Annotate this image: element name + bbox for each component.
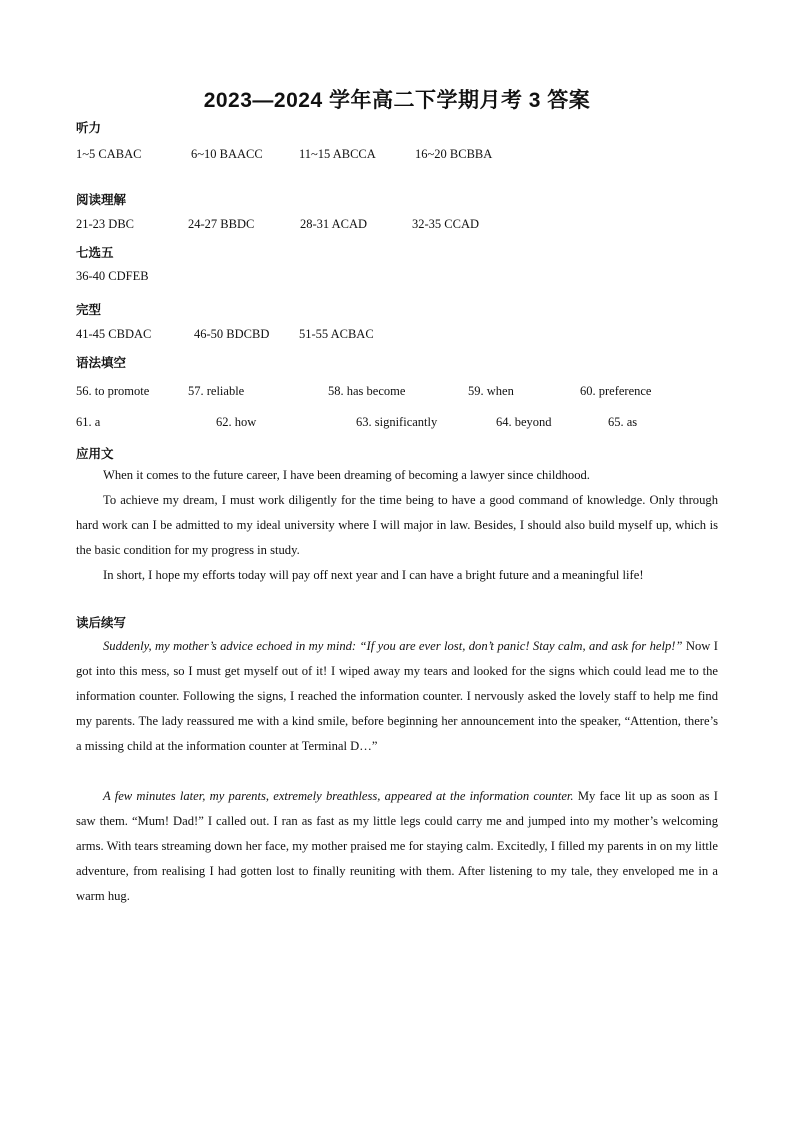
essay-paragraph: To achieve my dream, I must work diligently for the time being to have a good command of knowledge. Only through hard work can I be admitted to my ideal university where I will major in law. Besides, I should also build myself up, which is the basic condition for my progress in study.: [76, 493, 718, 557]
answer-item: 59. when: [468, 384, 514, 398]
answer-item: 16~20 BCBBA: [415, 147, 493, 161]
answer-item: 32-35 CCAD: [412, 217, 480, 231]
practical-writing-heading: 应用文: [76, 446, 114, 461]
answer-item: 28-31 ACAD: [300, 217, 368, 231]
answer-item: 60. preference: [580, 384, 652, 398]
cloze-heading: 完型: [76, 302, 102, 317]
continuation-writing-heading: 读后续写: [76, 615, 127, 630]
answer-item: 64. beyond: [496, 415, 552, 429]
given-opening-sentence: Suddenly, my mother’s advice echoed in my mind: “If you are ever lost, don’t panic! Stay calm, and ask for help!”: [103, 639, 683, 653]
grammar-answers-row1: [76, 384, 718, 402]
answer-item: 63. significantly: [356, 415, 438, 429]
listening-heading: 听力: [76, 120, 102, 135]
answer-item: 41-45 CBDAC: [76, 327, 152, 341]
reading-heading: 阅读理解: [76, 192, 127, 207]
answer-item: 62. how: [216, 415, 257, 429]
story-paragraph: [76, 784, 718, 909]
answer-item: 61. a: [76, 415, 101, 429]
listening-answers: [76, 147, 718, 165]
answer-item: 6~10 BAACC: [191, 147, 263, 161]
cloze-answers: [76, 327, 718, 345]
answer-item: 46-50 BDCBD: [194, 327, 270, 341]
story-text: Now I got into this mess, so I must get myself out of it! I wiped away my tears and looked for the signs which could lead me to the information counter. Following the signs, I reached the information counter. I nervously asked the lovely staff to help me find my parents. The lady reassured me with a kind smile, before beginning her announcement into the speaker, “Attention, there’s a missing child at the information counter at Terminal D…”: [76, 639, 718, 753]
essay-paragraph: When it comes to the future career, I have been dreaming of becoming a lawyer since childhood.: [103, 468, 590, 482]
answer-item: 57. reliable: [188, 384, 245, 398]
answer-item: 51-55 ACBAC: [299, 327, 374, 341]
grammar-answers-row2: [76, 415, 718, 433]
answer-item: 56. to promote: [76, 384, 150, 398]
page-title: 2023—2024 学年高二下学期月考 3 答案: [203, 89, 591, 112]
answer-item: 65. as: [608, 415, 638, 429]
answer-item: 11~15 ABCCA: [299, 147, 376, 161]
story-paragraph: [76, 634, 718, 759]
seven-five-heading: 七选五: [76, 245, 114, 260]
story-text: My face lit up as soon as I saw them. “Mum! Dad!” I called out. I ran as fast as my little legs could carry me and jumped into my mother’s welcoming arms. With tears streaming down her face, my mother praised me for staying calm. Excitedly, I filled my parents in on my little adventure, from realising I had gotten lost to finally reuniting with them. After listening to my tale, they enveloped me in a warm hug.: [76, 789, 718, 903]
essay-paragraph: In short, I hope my efforts today will pay off next year and I can have a bright future and a meaningful life!: [103, 568, 644, 582]
reading-answers: [76, 217, 718, 235]
answer-item: 21-23 DBC: [76, 217, 134, 231]
given-opening-sentence: A few minutes later, my parents, extremely breathless, appeared at the information counter.: [103, 789, 574, 803]
answer-item: 24-27 BBDC: [188, 217, 255, 231]
grammar-heading: 语法填空: [76, 355, 127, 370]
seven-five-answers: [76, 269, 718, 287]
answer-item: 58. has become: [328, 384, 406, 398]
answer-item: 1~5 CABAC: [76, 147, 142, 161]
answer-item: 36-40 CDFEB: [76, 269, 149, 283]
